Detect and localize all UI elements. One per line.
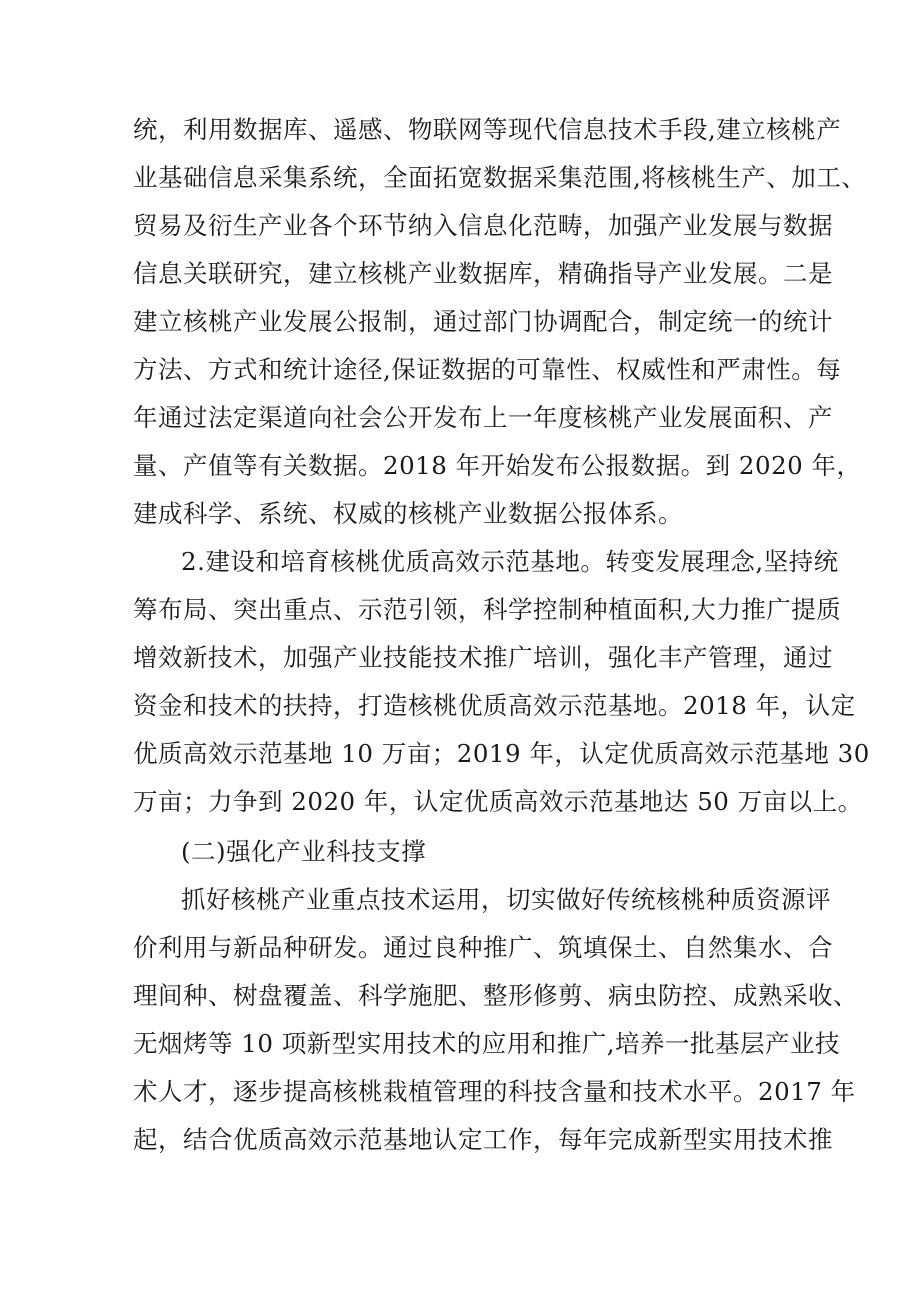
- paragraph-line: 建立核桃产业发展公报制，通过部门协调配合，制定统一的统计: [133, 307, 833, 336]
- paragraph-line: 贸易及衍生产业各个环节纳入信息化范畴，加强产业发展与数据: [133, 211, 833, 240]
- paragraph-line: 统，利用数据库、遥感、物联网等现代信息技术手段,建立核桃产: [133, 115, 842, 144]
- paragraph-line: 建成科学、系统、权威的核桃产业数据公报体系。: [133, 499, 683, 528]
- paragraph-line: 抓好核桃产业重点技术运用，切实做好传统核桃种质资源评: [181, 885, 831, 914]
- paragraph-line: 资金和技术的扶持，打造核桃优质高效示范基地。2018 年，认定: [133, 691, 856, 720]
- paragraph-line: 万亩；力争到 2020 年，认定优质高效示范基地达 50 万亩以上。: [133, 787, 863, 816]
- paragraph-line: 量、产值等有关数据。2018 年开始发布公报数据。到 2020 年，: [133, 451, 862, 480]
- paragraph-line: 术人才，逐步提高核桃栽植管理的科技含量和技术水平。2017 年: [133, 1077, 856, 1106]
- paragraph-line: 业基础信息采集系统，全面拓宽数据采集范围,将核桃生产、加工、: [133, 163, 867, 192]
- paragraph-line: 信息关联研究，建立核桃产业数据库，精确指导产业发展。二是: [133, 259, 833, 288]
- paragraph-line: 起，结合优质高效示范基地认定工作，每年完成新型实用技术推: [133, 1125, 833, 1154]
- paragraph-line: 优质高效示范基地 10 万亩；2019 年，认定优质高效示范基地 30: [133, 739, 870, 768]
- paragraph-line: 筹布局、突出重点、示范引领，科学控制种植面积,大力推广提质: [133, 595, 842, 624]
- paragraph-line: 2.建设和培育核桃优质高效示范基地。转变发展理念,坚持统: [181, 547, 839, 576]
- paragraph-line: 增效新技术，加强产业技能技术推广培训，强化丰产管理，通过: [133, 643, 833, 672]
- paragraph-line: 方法、方式和统计途径,保证数据的可靠性、权威性和严肃性。每: [133, 355, 842, 384]
- paragraph-line: 价利用与新品种研发。通过良种推广、筑填保土、自然集水、合: [133, 933, 833, 962]
- section-heading: (二)强化产业科技支撑: [181, 837, 427, 866]
- paragraph-line: 理间种、树盘覆盖、科学施肥、整形修剪、病虫防控、成熟采收、: [133, 981, 858, 1010]
- paragraph-line: 年通过法定渠道向社会公开发布上一年度核桃产业发展面积、产: [133, 403, 833, 432]
- paragraph-line: 无烟烤等 10 项新型实用技术的应用和推广,培养一批基层产业技: [133, 1029, 841, 1058]
